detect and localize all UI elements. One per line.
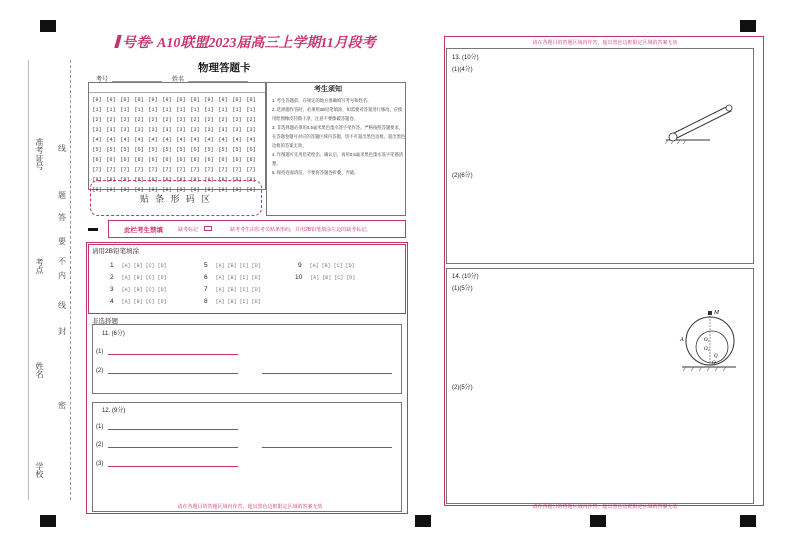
label-m: M	[714, 310, 719, 316]
q14-part-2: (2)(5分)	[452, 385, 473, 391]
id-bubble[interactable]: [1]	[176, 107, 186, 113]
id-bubble[interactable]: [9]	[120, 187, 130, 193]
label-o1: O₁	[704, 338, 710, 343]
id-bubble[interactable]: [1]	[120, 107, 130, 113]
id-bubble[interactable]: [7]	[120, 167, 130, 173]
mc-question-6[interactable]: 6 [A] [B] [C] [D]	[204, 274, 261, 281]
id-bubble[interactable]: [9]	[148, 187, 158, 193]
id-bubble[interactable]: [0]	[190, 97, 200, 103]
id-bubble[interactable]: [9]	[106, 187, 116, 193]
id-bubble[interactable]: [6]	[120, 157, 130, 163]
binding-line-dashed	[70, 60, 71, 500]
q13-part-2: (2)(6分)	[452, 173, 473, 179]
corner-mark-mid-right	[590, 515, 606, 527]
id-bubble[interactable]: [4]	[120, 137, 130, 143]
id-bubble[interactable]: [7]	[232, 167, 242, 173]
label-o: O	[712, 361, 716, 366]
id-bubble[interactable]: [6]	[190, 157, 200, 163]
id-bubble[interactable]: [0]	[120, 97, 130, 103]
side-label-school: 学校	[35, 462, 44, 478]
id-bubble[interactable]: [0]	[232, 97, 242, 103]
side-label-seat: 考点	[35, 258, 44, 274]
id-bubble[interactable]: [0]	[204, 97, 214, 103]
id-bubble[interactable]: [0]	[106, 97, 116, 103]
mc-question-3[interactable]: 3 [A] [B] [C] [D]	[110, 286, 167, 293]
absent-mark-box[interactable]	[204, 226, 212, 231]
id-bubble[interactable]: [9]	[204, 187, 214, 193]
label-q: Q	[714, 354, 718, 359]
ground-hatch	[683, 367, 726, 371]
id-bubble[interactable]: [4]	[232, 137, 242, 143]
id-bubble[interactable]: [0]	[176, 97, 186, 103]
tube-end-left	[669, 133, 677, 141]
id-bubble[interactable]: [3]	[92, 127, 102, 133]
id-bubble[interactable]: [7]	[218, 167, 228, 173]
corner-mark-bottom-left	[40, 515, 56, 527]
q12-part-3: (3)	[96, 461, 104, 467]
corner-mark-mid-left	[415, 515, 431, 527]
id-bubble[interactable]: [4]	[204, 137, 214, 143]
q14-title: 14. (10分)	[452, 274, 479, 280]
name-label: 姓名	[172, 77, 185, 83]
id-bubble[interactable]: [5]	[120, 147, 130, 153]
tube-end-right	[726, 105, 732, 111]
notice-item: 3. 非选择题必须用0.5毫米黑色墨水签字笔作答。严格按照答题要求，在答题卷题号对应的答题区域内答题，切不可超出黑色边框，超出黑色边框的答案无效。	[272, 125, 406, 148]
id-bubble[interactable]: [6]	[148, 157, 158, 163]
id-bubble[interactable]: [1]	[106, 107, 116, 113]
id-bubble[interactable]: [1]	[232, 107, 242, 113]
side-word: 题	[58, 191, 66, 200]
id-bubble[interactable]: [3]	[162, 127, 172, 133]
mc-question-1[interactable]: 1 [A] [B] [C] [D]	[110, 262, 167, 269]
mc-question-9[interactable]: 9 [A] [B] [C] [D]	[298, 262, 355, 269]
corner-mark-top-right	[740, 20, 756, 32]
id-bubble[interactable]: [2]	[246, 117, 256, 123]
id-bubble[interactable]: [2]	[162, 117, 172, 123]
id-bubble[interactable]: [5]	[106, 147, 116, 153]
id-bubble[interactable]: [9]	[92, 187, 102, 193]
side-label-name: 姓名	[35, 362, 44, 378]
q12-part-2: (2)	[96, 442, 104, 448]
id-bubble[interactable]: [9]	[190, 187, 200, 193]
id-bubble[interactable]: [8]	[190, 177, 200, 183]
id-bubble[interactable]: [6]	[134, 157, 144, 163]
q14-figure	[678, 305, 740, 375]
id-bubble[interactable]: [4]	[176, 137, 186, 143]
id-bubble[interactable]: [2]	[120, 117, 130, 123]
barcode-area	[90, 180, 262, 216]
block-m	[708, 311, 712, 315]
side-word: 答	[58, 213, 66, 222]
mc-question-2[interactable]: 2 [A] [B] [C] [D]	[110, 274, 167, 281]
q11-part-2: (2)	[96, 368, 104, 374]
id-bubble[interactable]: [4]	[162, 137, 172, 143]
id-bubble[interactable]: [6]	[204, 157, 214, 163]
id-bubble[interactable]: [4]	[134, 137, 144, 143]
id-bubble[interactable]: [3]	[106, 127, 116, 133]
brand-logo	[116, 32, 376, 52]
corner-mark-top-left	[40, 20, 56, 32]
label-o2: O₂	[704, 347, 710, 352]
id-bubble[interactable]: [5]	[134, 147, 144, 153]
brand-text: 号卷	[122, 36, 150, 51]
id-bubble[interactable]: [2]	[176, 117, 186, 123]
id-bubble[interactable]: [6]	[176, 157, 186, 163]
id-bubble[interactable]: [8]	[246, 177, 256, 183]
q13-box[interactable]	[446, 48, 754, 264]
mc-question-5[interactable]: 5 [A] [B] [C] [D]	[204, 262, 261, 269]
id-bubble[interactable]: [8]	[120, 177, 130, 183]
footer-note-right: 请在各题目的答题区域内作答，超出黑色边框限定区域的答案无效	[532, 504, 678, 510]
mc-question-8[interactable]: 8 [A] [B] [C] [D]	[204, 298, 261, 305]
id-bubble[interactable]: [7]	[176, 167, 186, 173]
brand-bar	[114, 35, 121, 48]
id-bubble[interactable]: [8]	[232, 177, 242, 183]
id-bubble[interactable]: [5]	[92, 147, 102, 153]
id-bubble[interactable]: [7]	[190, 167, 200, 173]
q13-title: 13. (10分)	[452, 55, 479, 61]
id-bubble[interactable]: [2]	[232, 117, 242, 123]
id-bubble[interactable]: [1]	[190, 107, 200, 113]
id-bubble[interactable]: [1]	[204, 107, 214, 113]
id-bubble[interactable]: [7]	[134, 167, 144, 173]
id-bubble[interactable]: [6]	[246, 157, 256, 163]
id-bubble[interactable]: [9]	[232, 187, 242, 193]
id-bubble[interactable]: [9]	[176, 187, 186, 193]
id-bubble[interactable]: [5]	[246, 147, 256, 153]
id-bubble[interactable]: [9]	[134, 187, 144, 193]
mc-question-10[interactable]: 10 [A] [B] [C] [D]	[295, 274, 356, 281]
id-bubble[interactable]: [5]	[148, 147, 158, 153]
id-bubble[interactable]: [5]	[232, 147, 242, 153]
q12-part-1: (1)	[96, 424, 104, 430]
notice-item: 2. 选择题作答时，必须用2B铅笔填涂，如需要对答案进行修改，应使用绘图橡皮轻擦干净，注意不要擦破答题卷。	[272, 107, 403, 121]
footer-note-left: 请在各题目的答题区域内作答，超出黑色边框限定区域的答案无效	[177, 504, 323, 510]
id-bubble[interactable]: [2]	[148, 117, 158, 123]
id-bubble[interactable]: [4]	[218, 137, 228, 143]
forbidden-label: 此栏考生禁填	[124, 227, 163, 234]
id-bubble[interactable]: [9]	[218, 187, 228, 193]
q11-part-1: (1)	[96, 349, 104, 355]
forbidden-marker	[88, 228, 98, 231]
side-word: 要	[58, 237, 66, 246]
id-bubble[interactable]: [1]	[92, 107, 102, 113]
inner-track	[696, 331, 728, 363]
side-word: 密	[58, 401, 66, 410]
id-bubble[interactable]: [4]	[92, 137, 102, 143]
id-bubble[interactable]: [1]	[218, 107, 228, 113]
id-bubble[interactable]: [0]	[134, 97, 144, 103]
id-bubble[interactable]: [0]	[246, 97, 256, 103]
id-bubble[interactable]: [6]	[218, 157, 228, 163]
id-bubble[interactable]: [8]	[204, 177, 214, 183]
id-bubble[interactable]: [3]	[120, 127, 130, 133]
q11-title: 11. (6分)	[102, 331, 125, 337]
notice-item: 1. 考生答题前，在规定的地方准确填写考号和姓名。	[272, 98, 372, 103]
id-bubble[interactable]: [8]	[162, 177, 172, 183]
id-bubble[interactable]: [5]	[176, 147, 186, 153]
id-bubble[interactable]: [8]	[218, 177, 228, 183]
id-bubble[interactable]: [1]	[162, 107, 172, 113]
id-bubble[interactable]: [2]	[106, 117, 116, 123]
id-bubble[interactable]: [2]	[134, 117, 144, 123]
id-bubble[interactable]: [7]	[246, 167, 256, 173]
id-bubble[interactable]: [8]	[134, 177, 144, 183]
id-bubble[interactable]: [3]	[246, 127, 256, 133]
id-bubble[interactable]: [8]	[106, 177, 116, 183]
id-bubble[interactable]: [3]	[190, 127, 200, 133]
id-bubble[interactable]: [6]	[162, 157, 172, 163]
absent-mark-note: 缺考考生由监考员贴条形码，并用2B铅笔填涂左边的缺考标记。	[230, 227, 372, 233]
id-bubble[interactable]: [7]	[106, 167, 116, 173]
id-bubble[interactable]: [7]	[92, 167, 102, 173]
id-bubble[interactable]: [6]	[106, 157, 116, 163]
id-bubble[interactable]: [2]	[204, 117, 214, 123]
mc-question-4[interactable]: 4 [A] [B] [C] [D]	[110, 298, 167, 305]
id-bubble[interactable]: [3]	[218, 127, 228, 133]
id-bubble[interactable]: [8]	[92, 177, 102, 183]
side-word: 不	[58, 257, 66, 266]
q12-title: 12. (9分)	[102, 408, 126, 414]
id-bubble[interactable]: [2]	[190, 117, 200, 123]
notice-item: 5. 保持卷面清洁，不要将答题卷折叠、弄破。	[272, 170, 359, 175]
id-bubble[interactable]: [8]	[148, 177, 158, 183]
exam-title: · A10联盟2023届高三上学期11月段考	[150, 36, 376, 51]
id-bubble[interactable]: [3]	[176, 127, 186, 133]
incline-tube	[672, 106, 731, 139]
q13-figure	[660, 98, 740, 148]
mc-question-7[interactable]: 7 [A] [B] [C] [D]	[204, 286, 261, 293]
id-bubble[interactable]: [0]	[218, 97, 228, 103]
q14-box[interactable]	[446, 268, 754, 504]
id-bubble[interactable]: [3]	[148, 127, 158, 133]
side-word: 封	[58, 327, 66, 336]
q13-part-1: (1)(4分)	[452, 67, 473, 73]
notice-title: 考生须知	[314, 85, 342, 93]
id-bubble[interactable]: [5]	[204, 147, 214, 153]
id-bubble[interactable]: [3]	[204, 127, 214, 133]
id-bubble[interactable]: [0]	[148, 97, 158, 103]
id-bubble[interactable]: [5]	[190, 147, 200, 153]
left-page-frame	[86, 242, 408, 514]
id-bubble[interactable]: [2]	[218, 117, 228, 123]
side-word: 内	[58, 271, 66, 280]
id-bubble[interactable]: [7]	[148, 167, 158, 173]
id-bubble[interactable]: [4]	[106, 137, 116, 143]
id-bubble[interactable]: [0]	[92, 97, 102, 103]
side-word: 线	[58, 301, 66, 310]
id-bubble[interactable]: [4]	[246, 137, 256, 143]
id-bubble[interactable]: [7]	[162, 167, 172, 173]
id-grid-header-row	[89, 83, 265, 93]
id-bubble[interactable]: [1]	[246, 107, 256, 113]
exam-no-label: 考号	[96, 77, 109, 83]
id-bubble[interactable]: [2]	[92, 117, 102, 123]
notice-item: 4. 作图题可先用铅笔绘出，确认后，再用0.5毫米黑色墨水签字笔描清楚。	[272, 152, 404, 166]
nonmc-title: 非选择题	[92, 318, 118, 325]
id-bubble[interactable]: [3]	[232, 127, 242, 133]
binding-line-solid	[28, 60, 29, 500]
id-bubble[interactable]: [3]	[134, 127, 144, 133]
id-bubble[interactable]: [6]	[232, 157, 242, 163]
id-bubble[interactable]: [4]	[148, 137, 158, 143]
barcode-label: 贴 条 形 码 区	[139, 193, 212, 204]
absent-mark-label: 缺考标记	[178, 227, 199, 233]
id-bubble[interactable]: [1]	[134, 107, 144, 113]
id-bubble[interactable]: [0]	[162, 97, 172, 103]
id-bubble[interactable]: [4]	[190, 137, 200, 143]
id-bubble[interactable]: [5]	[162, 147, 172, 153]
id-bubble[interactable]: [6]	[92, 157, 102, 163]
q14-part-1: (1)(5分)	[452, 286, 473, 292]
side-label-exam-cert: 准考证号	[35, 138, 44, 170]
notice-list	[272, 96, 406, 177]
corner-mark-bottom-right	[740, 515, 756, 527]
id-bubble[interactable]: [5]	[218, 147, 228, 153]
subject-title: 物理答题卡	[198, 63, 251, 74]
id-bubble[interactable]: [8]	[176, 177, 186, 183]
id-bubble[interactable]: [9]	[246, 187, 256, 193]
side-word: 线	[58, 144, 66, 153]
id-bubble[interactable]: [9]	[162, 187, 172, 193]
header-note-right: 请在各题目的答题区域内作答，超出黑色边框限定区域的答案无效	[532, 40, 678, 46]
mc-section-title: 请用2B铅笔填涂	[92, 248, 139, 255]
id-bubble[interactable]: [7]	[204, 167, 214, 173]
id-bubble[interactable]: [1]	[148, 107, 158, 113]
label-a: A	[680, 337, 684, 343]
